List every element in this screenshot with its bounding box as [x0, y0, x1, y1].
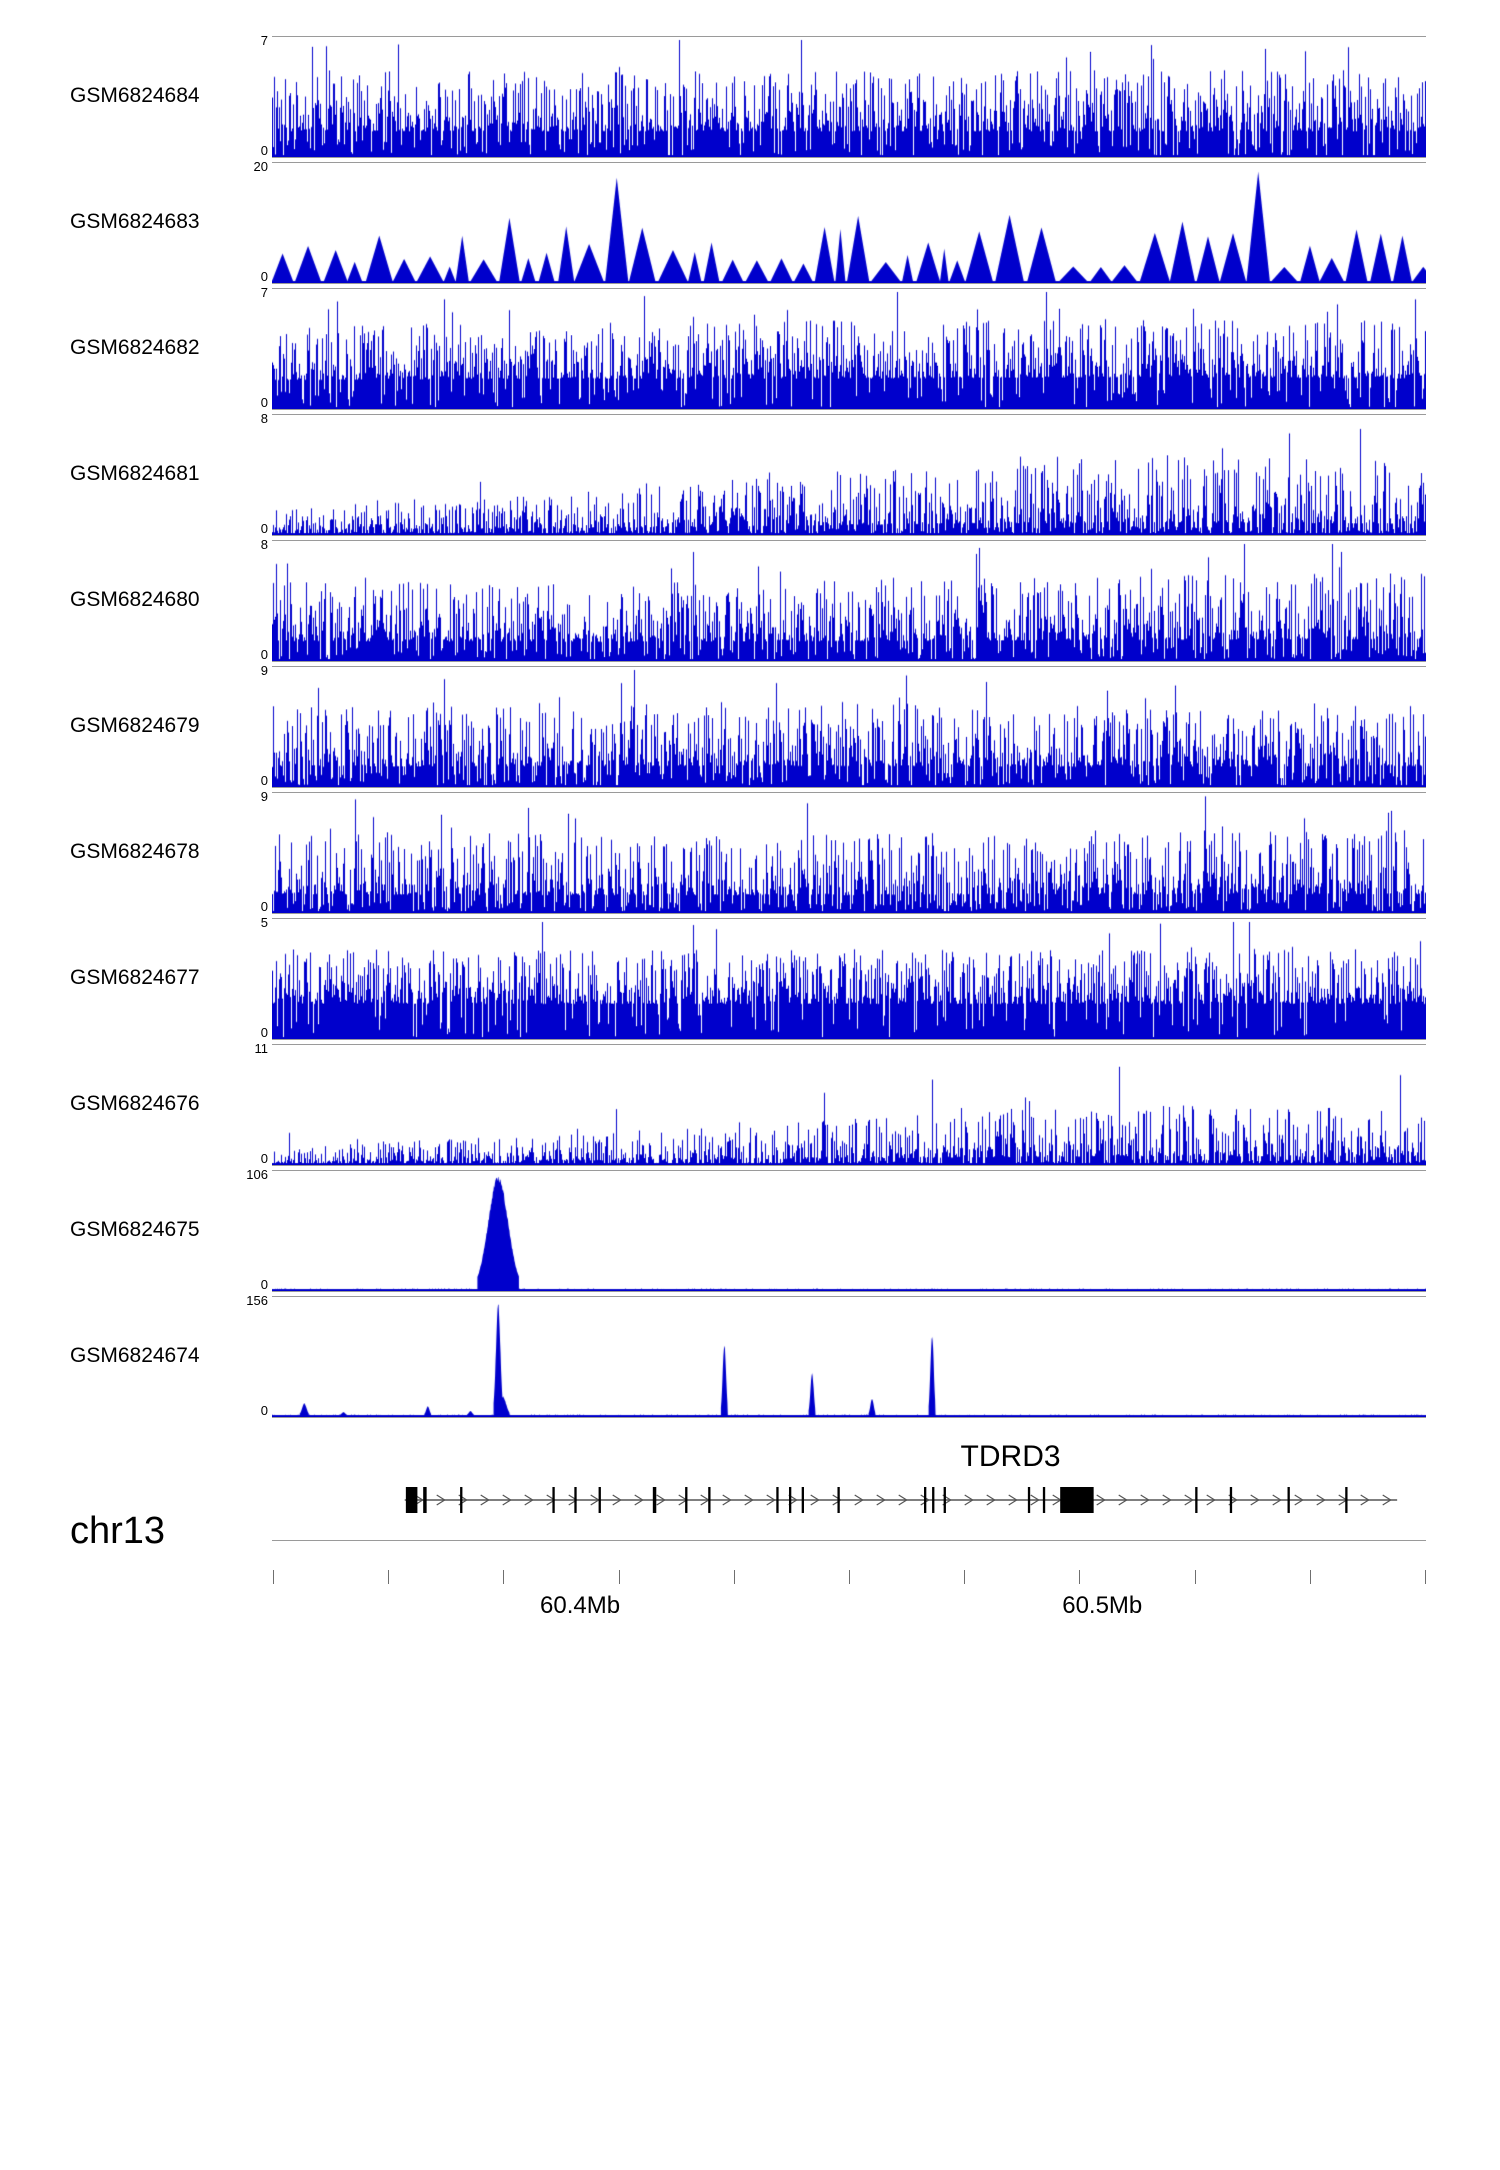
signal-track	[0, 789, 1500, 914]
track-label: GSM6824683	[70, 210, 200, 233]
track-axis-min-label: 0	[260, 647, 268, 662]
track-plot-area[interactable]	[272, 162, 1426, 284]
signal-track	[0, 537, 1500, 662]
axis-tick	[964, 1570, 965, 1584]
genome-axis-line	[272, 1540, 1426, 1541]
axis-tick-label: 60.4Mb	[540, 1592, 621, 1619]
axis-tick	[849, 1570, 850, 1584]
signal-track	[0, 1167, 1500, 1292]
track-axis-max-label: 8	[260, 411, 268, 426]
track-axis-min-label: 0	[260, 1151, 268, 1166]
gene-model-diagram	[272, 1480, 1426, 1520]
track-axis-min-label: 0	[260, 1025, 268, 1040]
track-signal-canvas	[272, 667, 1426, 787]
signal-track	[0, 33, 1500, 158]
axis-tick-label: 60.5Mb	[1062, 1592, 1143, 1619]
track-label: GSM6824676	[70, 1092, 200, 1115]
signal-track	[0, 285, 1500, 410]
axis-tick	[619, 1570, 620, 1584]
track-plot-area[interactable]	[272, 1044, 1426, 1166]
track-axis-max-label: 5	[260, 915, 268, 930]
track-signal-canvas	[272, 1297, 1426, 1417]
track-axis-max-label: 9	[260, 789, 268, 804]
track-signal-canvas	[272, 289, 1426, 409]
track-axis-max-label: 156	[246, 1293, 268, 1308]
signal-track	[0, 411, 1500, 536]
axis-tick	[388, 1570, 389, 1584]
genome-axis-labels	[272, 1592, 1426, 1622]
track-label: GSM6824678	[70, 840, 200, 863]
axis-tick	[1310, 1570, 1311, 1584]
axis-tick	[1195, 1570, 1196, 1584]
track-axis-min-label: 0	[260, 395, 268, 410]
track-plot-area[interactable]	[272, 288, 1426, 410]
track-label: GSM6824681	[70, 462, 200, 485]
gene-name-label: TDRD3	[960, 1440, 1061, 1473]
signal-track	[0, 663, 1500, 788]
track-axis-min-label: 0	[260, 521, 268, 536]
track-axis-max-label: 9	[260, 663, 268, 678]
track-plot-area[interactable]	[272, 918, 1426, 1040]
track-axis-min-label: 0	[260, 269, 268, 284]
track-axis-min-label: 0	[260, 143, 268, 158]
axis-tick	[273, 1570, 274, 1584]
track-label: GSM6824674	[70, 1344, 200, 1367]
gene-annotation-track	[272, 1440, 1426, 1520]
track-plot-area[interactable]	[272, 540, 1426, 662]
track-signal-canvas	[272, 1045, 1426, 1165]
track-signal-canvas	[272, 919, 1426, 1039]
track-axis-max-label: 7	[260, 33, 268, 48]
track-label: GSM6824680	[70, 588, 200, 611]
track-signal-canvas	[272, 415, 1426, 535]
track-axis-max-label: 20	[253, 159, 268, 174]
track-label: GSM6824684	[70, 84, 200, 107]
track-plot-area[interactable]	[272, 666, 1426, 788]
track-plot-area[interactable]	[272, 792, 1426, 914]
axis-tick	[734, 1570, 735, 1584]
track-signal-canvas	[272, 793, 1426, 913]
chromosome-label: chr13	[70, 1510, 166, 1552]
track-signal-canvas	[272, 541, 1426, 661]
track-label: GSM6824679	[70, 714, 200, 737]
gene-model-svg	[272, 1480, 1426, 1520]
track-label: GSM6824675	[70, 1218, 200, 1241]
signal-track	[0, 915, 1500, 1040]
track-axis-max-label: 11	[254, 1041, 268, 1056]
signal-track	[0, 1293, 1500, 1418]
track-axis-min-label: 0	[260, 1403, 268, 1418]
axis-tick	[503, 1570, 504, 1584]
axis-tick	[1079, 1570, 1080, 1584]
track-axis-min-label: 0	[260, 899, 268, 914]
track-label: GSM6824677	[70, 966, 200, 989]
track-plot-area[interactable]	[272, 36, 1426, 158]
track-signal-canvas	[272, 163, 1426, 283]
track-signal-canvas	[272, 37, 1426, 157]
track-label: GSM6824682	[70, 336, 200, 359]
track-axis-max-label: 106	[246, 1167, 268, 1182]
track-axis-min-label: 0	[260, 1277, 268, 1292]
signal-track	[0, 159, 1500, 284]
track-plot-area[interactable]	[272, 414, 1426, 536]
track-axis-max-label: 8	[260, 537, 268, 552]
track-signal-canvas	[272, 1171, 1426, 1291]
genome-axis-ticks	[272, 1570, 1426, 1584]
signal-track	[0, 1041, 1500, 1166]
track-axis-min-label: 0	[260, 773, 268, 788]
track-axis-max-label: 7	[260, 285, 268, 300]
axis-tick	[1425, 1570, 1426, 1584]
track-plot-area[interactable]	[272, 1296, 1426, 1418]
track-plot-area[interactable]	[272, 1170, 1426, 1292]
